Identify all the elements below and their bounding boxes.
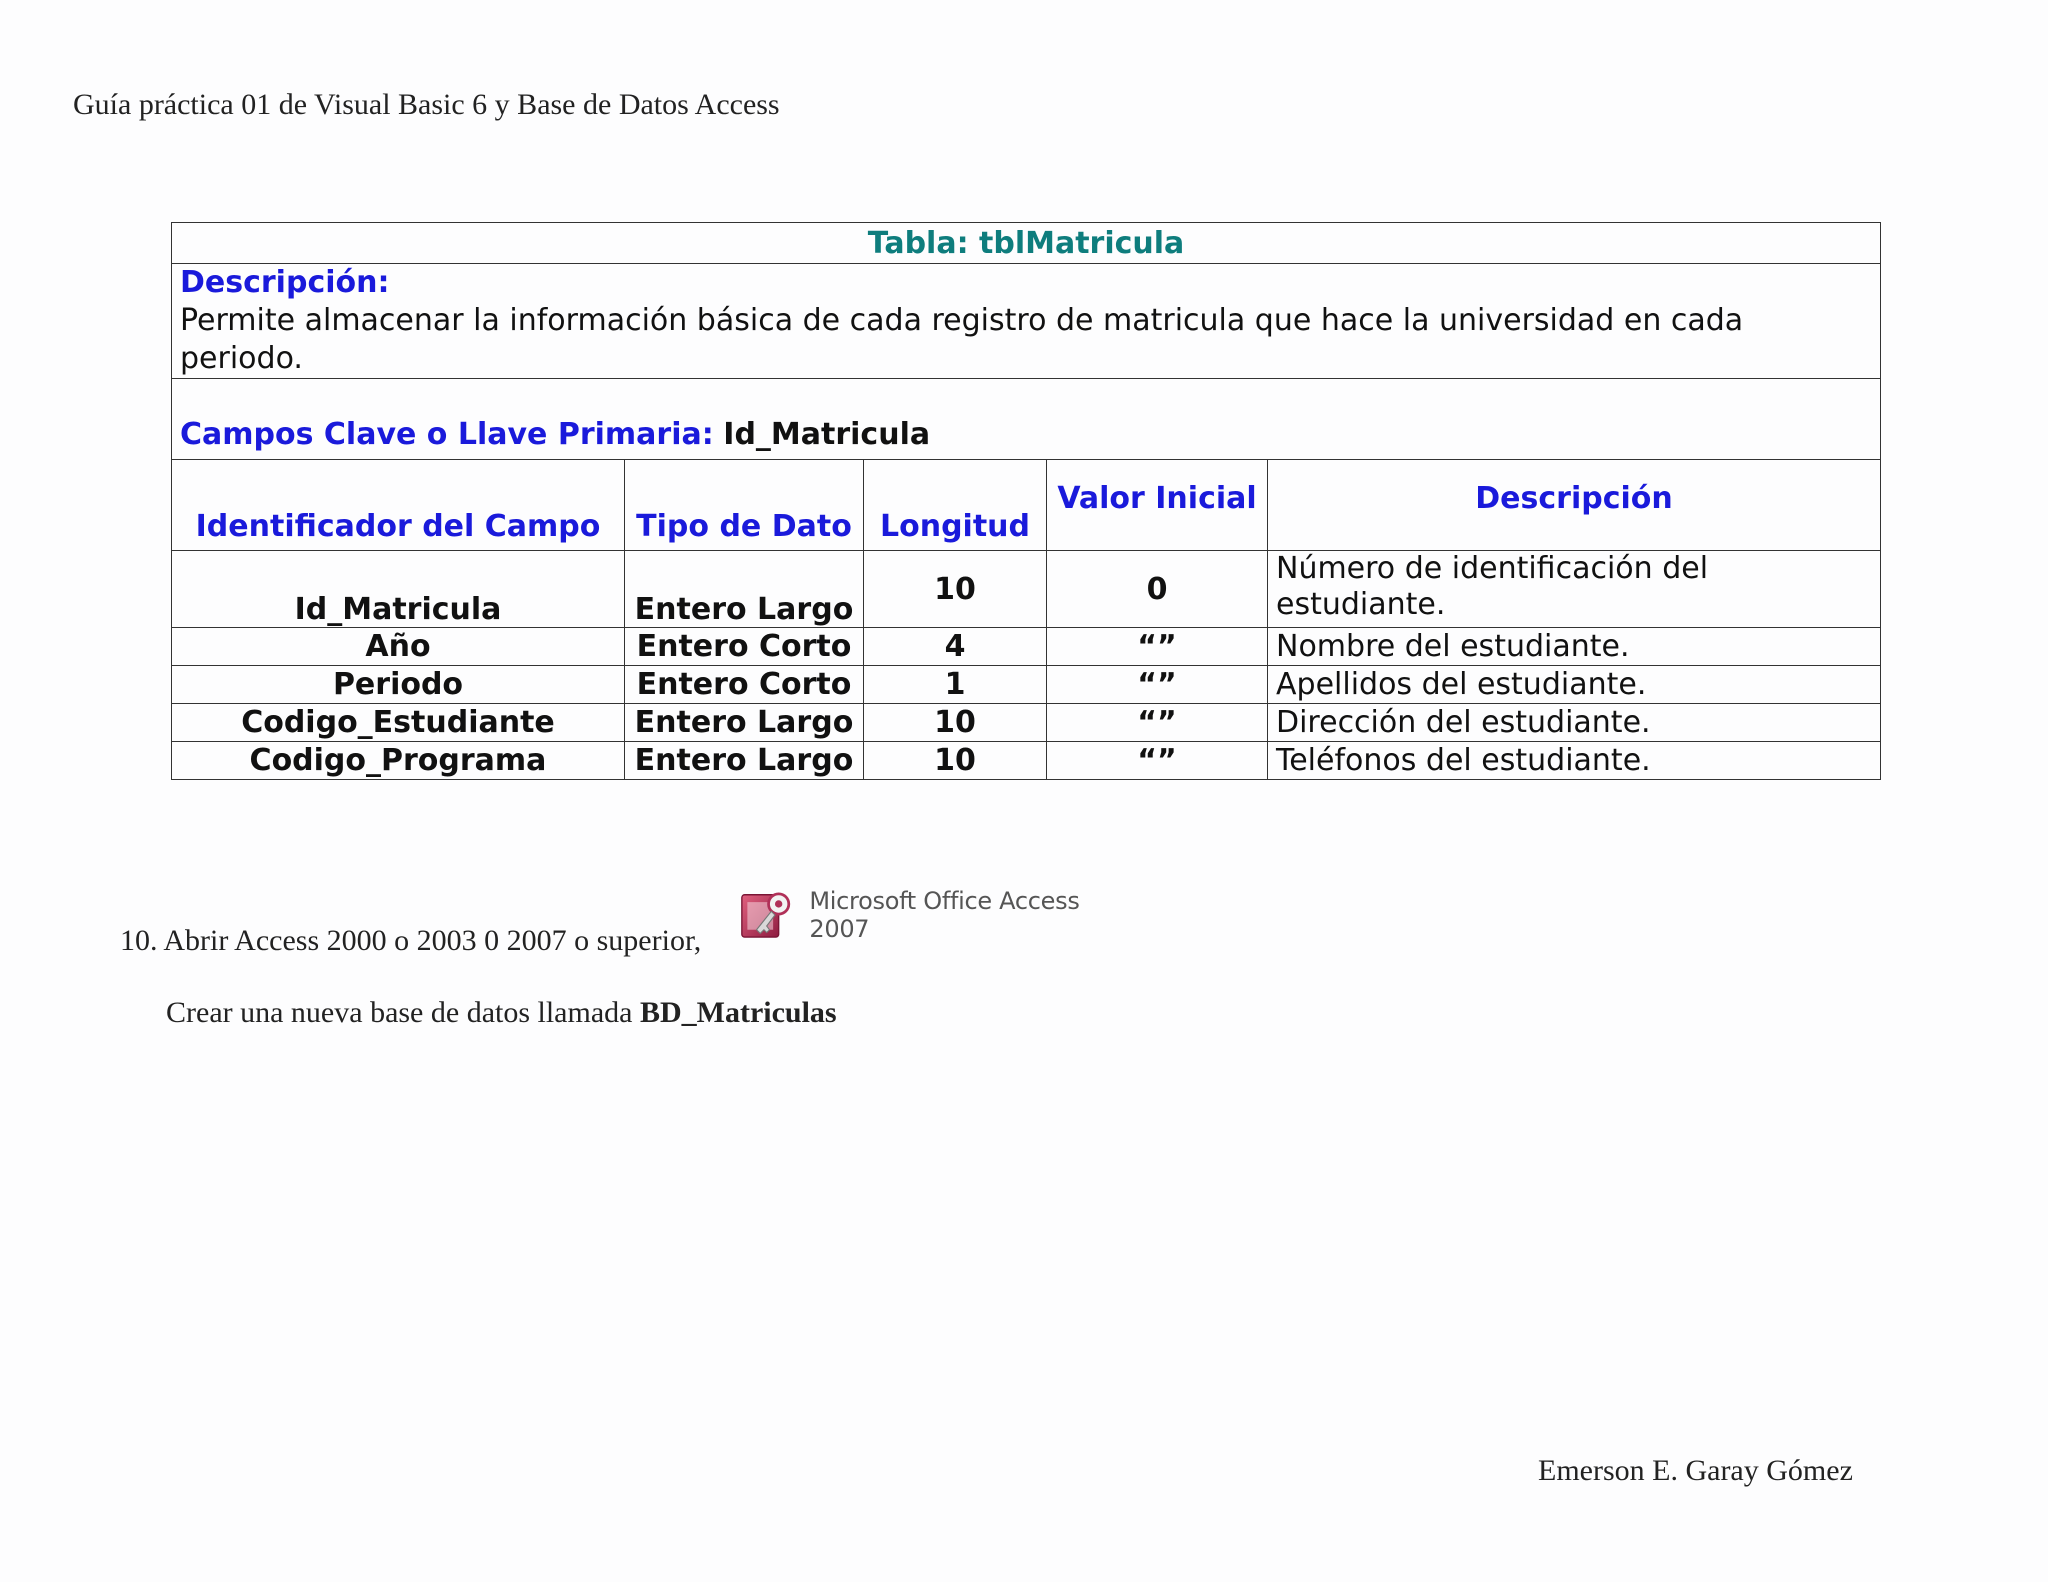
description-text: Permite almacenar la información básica de cada registro de matricula que hace la universidad en cada periodo. bbox=[180, 303, 1744, 376]
access-key-icon bbox=[740, 887, 793, 943]
col-header-field: Identificador del Campo bbox=[172, 460, 625, 551]
cell-initial: “” bbox=[1047, 742, 1268, 780]
table-row bbox=[172, 628, 1881, 666]
col-header-type: Tipo de Dato bbox=[625, 460, 864, 551]
primary-key-row bbox=[172, 379, 1881, 460]
table-row bbox=[172, 742, 1881, 780]
table-description-cell bbox=[172, 264, 1881, 379]
cell-type: Entero Largo bbox=[625, 742, 864, 780]
cell-description: Nombre del estudiante. bbox=[1268, 628, 1881, 666]
primary-key-value: Id_Matricula bbox=[723, 417, 931, 452]
cell-field: Periodo bbox=[172, 666, 625, 704]
column-header-row bbox=[172, 460, 1881, 551]
col-header-description: Descripción bbox=[1268, 460, 1881, 551]
access-2007-logo bbox=[740, 885, 1120, 945]
cell-field: Codigo_Estudiante bbox=[172, 704, 625, 742]
cell-description: Teléfonos del estudiante. bbox=[1268, 742, 1881, 780]
primary-key-cell bbox=[172, 379, 1881, 460]
table-description-row bbox=[172, 264, 1881, 379]
cell-field: Codigo_Programa bbox=[172, 742, 625, 780]
cell-type: Entero Corto bbox=[625, 666, 864, 704]
table-title: Tabla: tblMatricula bbox=[172, 223, 1881, 264]
cell-description: Dirección del estudiante. bbox=[1268, 704, 1881, 742]
database-name: BD_Matriculas bbox=[639, 996, 837, 1029]
table-row bbox=[172, 551, 1881, 628]
cell-description: Número de identificación del estudiante. bbox=[1268, 551, 1881, 628]
cell-field: Id_Matricula bbox=[172, 551, 625, 628]
primary-key-label: Campos Clave o Llave Primaria: bbox=[180, 417, 714, 452]
step-10-instruction bbox=[166, 996, 837, 1030]
cell-type: Entero Largo bbox=[625, 704, 864, 742]
field-spec-table bbox=[171, 222, 1881, 780]
cell-initial: “” bbox=[1047, 628, 1268, 666]
col-header-length: Longitud bbox=[864, 460, 1047, 551]
table-row bbox=[172, 704, 1881, 742]
table-title-row bbox=[172, 223, 1881, 264]
cell-description: Apellidos del estudiante. bbox=[1268, 666, 1881, 704]
cell-length: 10 bbox=[864, 704, 1047, 742]
cell-initial: “” bbox=[1047, 666, 1268, 704]
page-header: Guía práctica 01 de Visual Basic 6 y Base de Datos Access bbox=[73, 88, 780, 121]
cell-field: Año bbox=[172, 628, 625, 666]
cell-type: Entero Corto bbox=[625, 628, 864, 666]
cell-initial: 0 bbox=[1047, 551, 1268, 628]
step-10-text: 10. Abrir Access 2000 o 2003 0 2007 o superior, bbox=[120, 924, 702, 957]
cell-length: 10 bbox=[864, 551, 1047, 628]
cell-type: Entero Largo bbox=[625, 551, 864, 628]
cell-length: 4 bbox=[864, 628, 1047, 666]
description-label: Descripción: bbox=[180, 265, 390, 300]
access-logo-label: Microsoft Office Access 2007 bbox=[809, 887, 1080, 943]
cell-length: 1 bbox=[864, 666, 1047, 704]
footer-author: Emerson E. Garay Gómez bbox=[1538, 1454, 1853, 1487]
instruction-text: Crear una nueva base de datos llamada bbox=[166, 996, 640, 1029]
table-row bbox=[172, 666, 1881, 704]
col-header-initial: Valor Inicial bbox=[1047, 460, 1268, 551]
cell-length: 10 bbox=[864, 742, 1047, 780]
cell-initial: “” bbox=[1047, 704, 1268, 742]
